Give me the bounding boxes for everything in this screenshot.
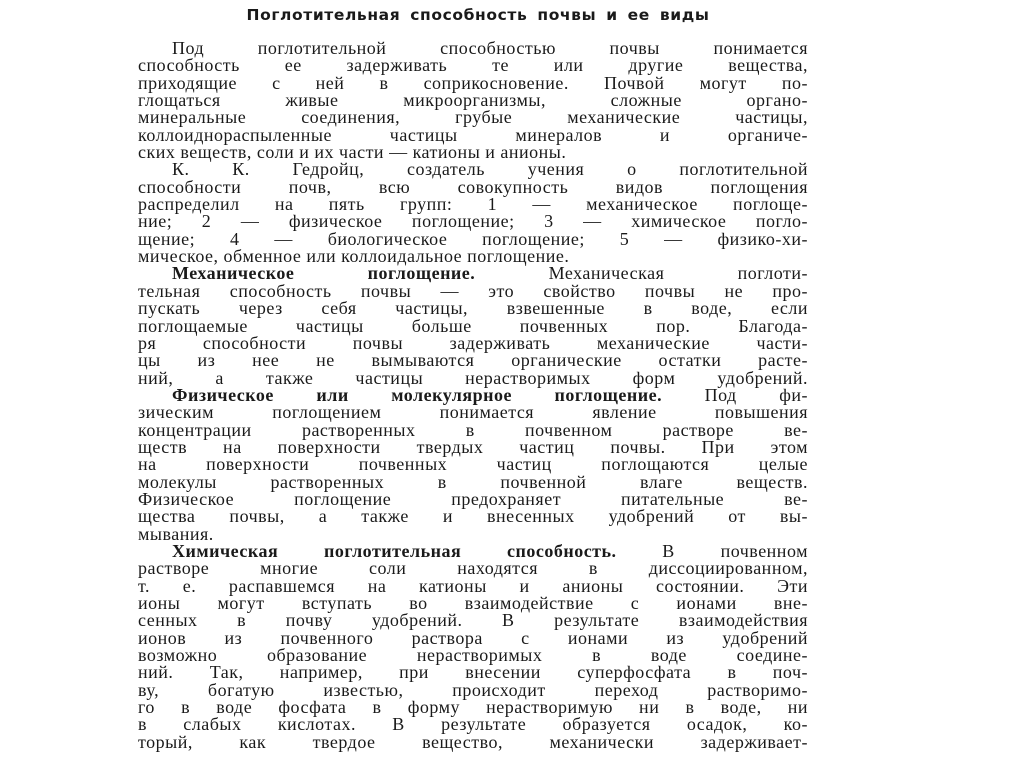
section-heading: Физическое или молекулярное поглощение. xyxy=(172,384,663,405)
line-text: ионы могут вступать во взаимодействие с ионами вне- xyxy=(138,593,808,613)
line-text: В почвенном xyxy=(616,540,808,561)
line-text: торый, как твердое вещество, механически задерживает- xyxy=(138,731,808,752)
line-text: ществ на поверхности твердых частиц почвы. При этом xyxy=(138,436,808,457)
line-text: на поверхности почвенных частиц поглощаются целые xyxy=(138,454,808,475)
document-body xyxy=(138,40,808,751)
line-text: способности почв, всю совокупность видов поглощения xyxy=(138,176,808,197)
line-text: концентрации растворенных в почвенном растворе ве- xyxy=(138,419,808,440)
line-text: коллоиднораспыленные частицы минералов и органиче- xyxy=(138,124,808,145)
line-text: приходящие с ней в соприкосновение. Почвой могут по- xyxy=(138,72,808,93)
line-text: зическим поглощением понимается явление повышения xyxy=(138,402,808,423)
line-text: пускать через себя частицы, взвешенные в воде, если xyxy=(138,298,808,319)
line-text: Физическое поглощение предохраняет питательные ве- xyxy=(138,488,808,509)
line-text: молекулы растворенных в почвенной влаге веществ. xyxy=(138,471,808,492)
line-text: ских веществ, соли и их части — катионы и анионы. xyxy=(138,142,567,163)
line-text: мывания. xyxy=(138,523,214,544)
line-text: ний, а также частицы нерастворимых форм удобрений. xyxy=(138,367,808,388)
section-heading: Механическое поглощение. xyxy=(172,263,476,284)
line-text: в слабых кислотах. В результате образуется осадок, ко- xyxy=(138,714,808,735)
section-heading: Химическая поглотительная способность. xyxy=(172,540,617,561)
line-text: го в воде фосфата в форму нерастворимую ни в воде, ни xyxy=(138,697,808,718)
line-text: ря способности почвы задерживать механические части- xyxy=(138,332,808,353)
line-text: ву, богатую известью, происходит переход растворимо- xyxy=(138,679,808,700)
line-text: распределил на пять групп: 1 — механическое поглоще- xyxy=(138,194,808,215)
line-text: Механическая поглоти- xyxy=(475,263,808,284)
line-text: цы из нее не вымываются органические остатки расте- xyxy=(138,350,808,371)
line-text: ние; 2 — физическое поглощение; 3 — химическое погло- xyxy=(138,211,808,232)
line-text: щества почвы, а также и внесенных удобрений от вы- xyxy=(138,506,808,527)
line-text: щение; 4 — биологическое поглощение; 5 — физико-хи- xyxy=(138,228,808,249)
text-line xyxy=(138,508,808,525)
line-text: К. К. Гедройц, создатель учения о поглотительной xyxy=(172,159,808,180)
line-text: Под фи- xyxy=(662,384,808,405)
line-text: ионов из почвенного раствора с ионами из удобрений xyxy=(138,627,808,648)
line-text: ний. Так, например, при внесении суперфосфата в поч- xyxy=(138,662,808,683)
line-text: т. е. распавшемся на катионы и анионы состоянии. Эти xyxy=(138,575,808,596)
line-text: минеральные соединения, грубые механические частицы, xyxy=(138,107,808,128)
line-text: Под поглотительной способностью почвы понимается xyxy=(172,38,808,58)
page-title: Поглотительная способность почвы и ее виды xyxy=(246,6,710,24)
line-text: поглощаемые частицы больше почвенных пор. Благода- xyxy=(138,315,808,336)
line-text: возможно образование нерастворимых в воде соедине- xyxy=(138,645,808,666)
line-text: тельная способность почвы — это свойство почвы не про- xyxy=(138,280,808,301)
line-text: глощаться живые микроорганизмы, сложные органо- xyxy=(138,90,808,111)
line-text: сенных в почву удобрений. В результате взаимодействия xyxy=(138,610,808,631)
line-text: мическое, обменное или коллоидальное поглощение. xyxy=(138,246,570,267)
line-text: способность ее задерживать те или другие вещества, xyxy=(138,55,808,76)
line-text: растворе многие соли находятся в диссоциированном, xyxy=(138,558,808,579)
text-line xyxy=(138,731,808,752)
